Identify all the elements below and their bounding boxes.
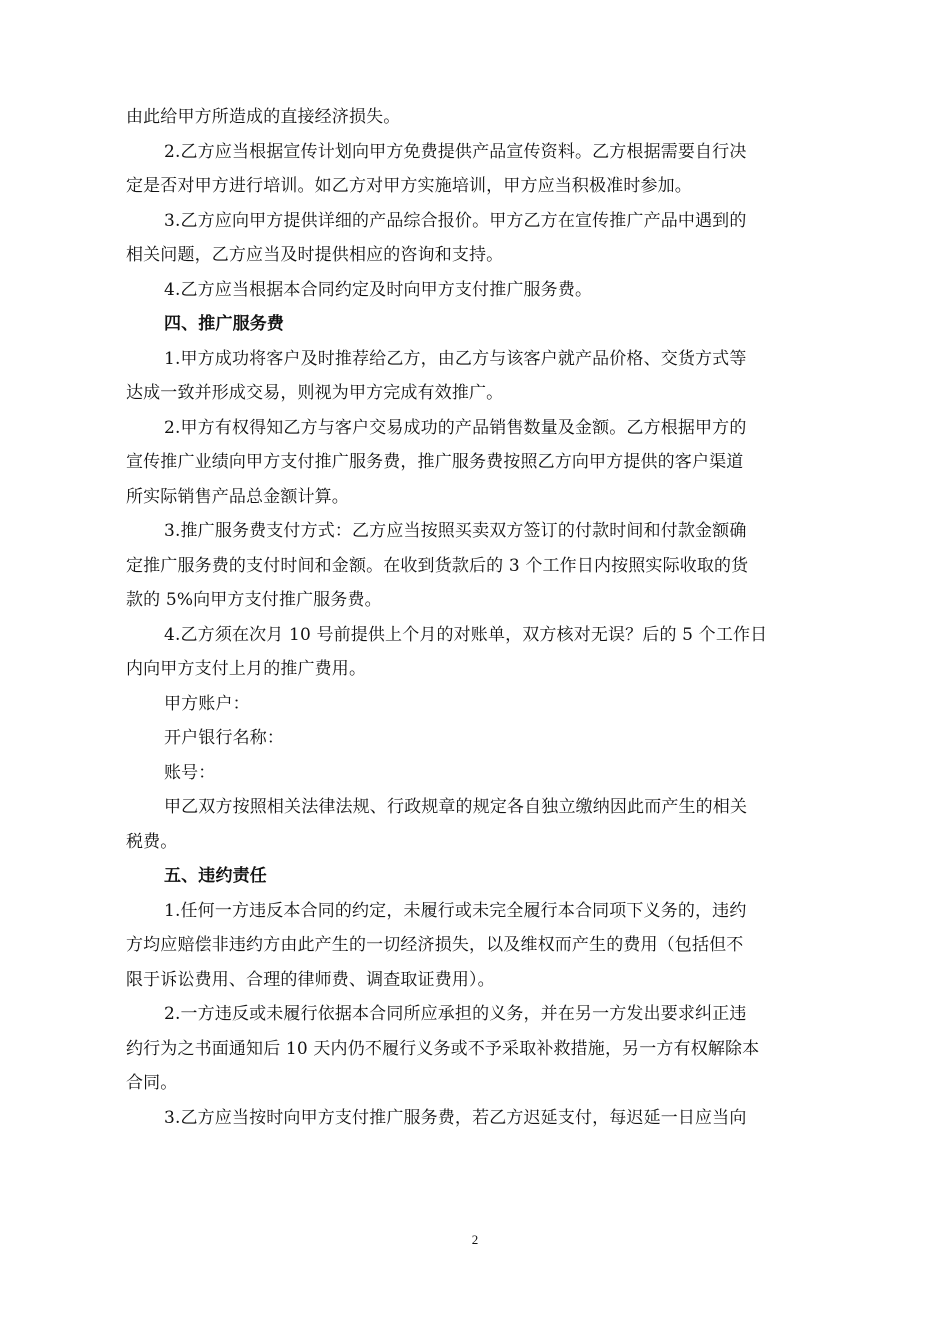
paragraph-line: 约行为之书面通知后 10 天内仍不履行义务或不予采取补救措施，另一方有权解除本 bbox=[126, 1038, 760, 1059]
paragraph-line: 2.乙方应当根据宣传计划向甲方免费提供产品宣传资料。乙方根据需要自行决 bbox=[164, 141, 747, 162]
paragraph-line: 3.乙方应当按时向甲方支付推广服务费，若乙方迟延支付，每迟延一日应当向 bbox=[164, 1107, 747, 1128]
paragraph-line: 4.乙方应当根据本合同约定及时向甲方支付推广服务费。 bbox=[164, 279, 593, 300]
paragraph-line: 合同。 bbox=[126, 1073, 178, 1093]
paragraph-line: 所实际销售产品总金额计算。 bbox=[126, 486, 349, 507]
paragraph-line: 1.甲方成功将客户及时推荐给乙方，由乙方与该客户就产品价格、交货方式等 bbox=[164, 348, 747, 369]
paragraph-line: 限于诉讼费用、合理的律师费、调查取证费用）。 bbox=[126, 969, 495, 990]
paragraph-line: 相关问题，乙方应当及时提供相应的咨询和支持。 bbox=[126, 245, 504, 265]
paragraph-line: 甲乙双方按照相关法律法规、行政规章的规定各自独立缴纳因此而产生的相关 bbox=[164, 797, 748, 817]
paragraph-line: 1.任何一方违反本合同的约定，未履行或未完全履行本合同项下义务的，违约 bbox=[164, 900, 747, 921]
paragraph-line: 税费。 bbox=[126, 831, 178, 852]
paragraph-line: 3.推广服务费支付方式：乙方应当按照买卖双方签订的付款时间和付款金额确 bbox=[164, 521, 747, 541]
paragraph-line: 4.乙方须在次月 10 号前提供上个月的对账单，双方核对无误？后的 5 个工作日 bbox=[164, 624, 768, 645]
document-page bbox=[126, 100, 826, 1135]
paragraph-line: 款的 5%向甲方支付推广服务费。 bbox=[126, 590, 382, 610]
page-number: 2 bbox=[471, 1232, 479, 1247]
paragraph-line: 达成一致并形成交易，则视为甲方完成有效推广。 bbox=[126, 383, 504, 403]
paragraph-line: 定是否对甲方进行培训。如乙方对甲方实施培训，甲方应当积极准时参加。 bbox=[126, 176, 692, 196]
paragraph-line: 宣传推广业绩向甲方支付推广服务费，推广服务费按照乙方向甲方提供的客户渠道 bbox=[126, 452, 744, 472]
paragraph-line: 方均应赔偿非违约方由此产生的一切经济损失，以及维权而产生的费用（包括但不 bbox=[126, 935, 744, 955]
account-number-label: 账号： bbox=[164, 762, 216, 783]
paragraph-line: 3.乙方应向甲方提供详细的产品综合报价。甲方乙方在宣传推广产品中遇到的 bbox=[164, 210, 747, 231]
bank-name-label: 开户银行名称： bbox=[164, 728, 285, 748]
section-heading-promotion-fee: 四、推广服务费 bbox=[164, 314, 285, 334]
account-label: 甲方账户： bbox=[164, 693, 250, 714]
paragraph-line: 2.甲方有权得知乙方与客户交易成功的产品销售数量及金额。乙方根据甲方的 bbox=[164, 417, 747, 438]
paragraph-line: 内向甲方支付上月的推广费用。 bbox=[126, 659, 367, 679]
section-heading-liability: 五、违约责任 bbox=[164, 866, 267, 886]
paragraph-line: 由此给甲方所造成的直接经济损失。 bbox=[126, 107, 401, 127]
paragraph-line: 定推广服务费的支付时间和金额。在收到货款后的 3 个工作日内按照实际收取的货 bbox=[126, 555, 749, 576]
paragraph-line: 2.一方违反或未履行依据本合同所应承担的义务，并在另一方发出要求纠正违 bbox=[164, 1004, 747, 1024]
